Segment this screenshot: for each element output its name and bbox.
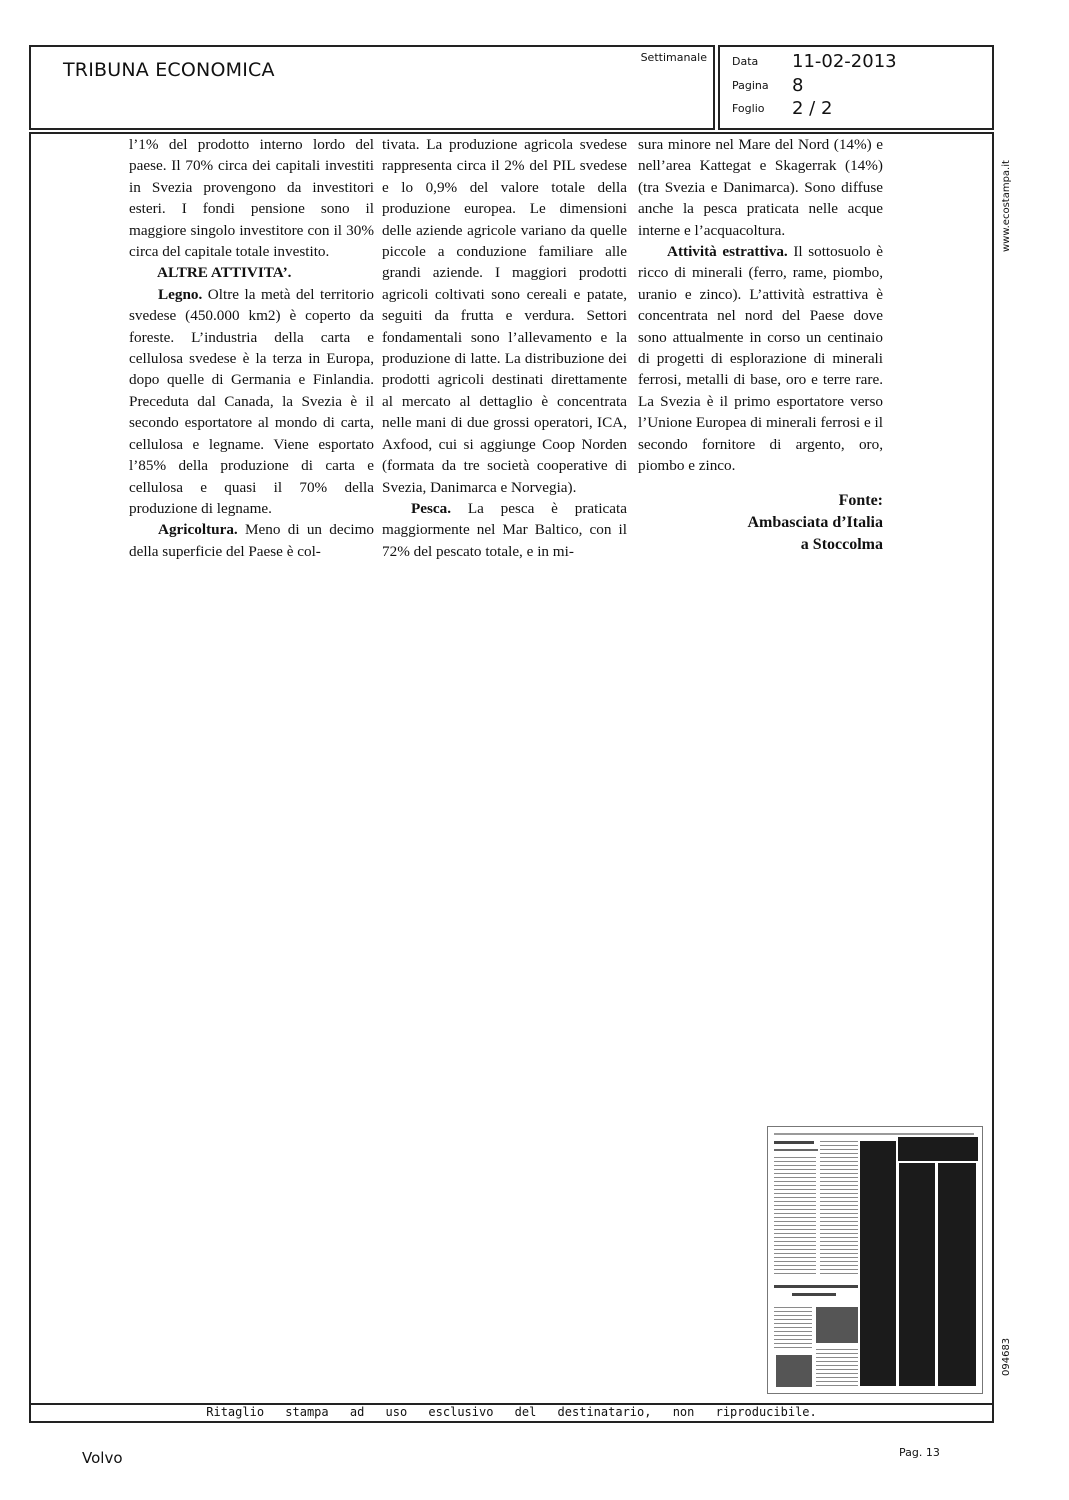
- text-fishing: La pesca è praticata maggiormente nel Mar Baltico, con il 72% del pescato totale, e in mi-: [382, 499, 627, 560]
- thumb-photo-1: [816, 1307, 858, 1343]
- thumb-section-title: [792, 1293, 836, 1296]
- page-thumbnail: [767, 1126, 983, 1394]
- article-column-3: [638, 134, 883, 556]
- thumb-text-col-1: [774, 1157, 816, 1277]
- meta-label-sheet: Foglio: [732, 102, 765, 115]
- site-url-vertical: www.ecostampa.it: [1001, 160, 1012, 252]
- thumb-dark-col-2: [899, 1163, 935, 1386]
- subhead-mining: Attività estrattiva.: [667, 243, 788, 261]
- article-source: [638, 490, 883, 556]
- meta-value-sheet: 2 / 2: [792, 98, 833, 119]
- source-line-1: Ambasciata d’Italia: [747, 513, 883, 531]
- text-wood: Oltre la metà del territorio svedese (450.000 km2) è coperto da foreste. L’industria della carta e cellulosa svedese è la terza in Europa, dopo quelle di Germania e Finlandia. Preceduta dal Canada, la Svezia è il secondo esportatore al mondo di carta, cellulosa e legname. Viene esportato l’85% della produzione di carta e cellulosa e quasi il 70% della produzione di legname.: [129, 285, 374, 517]
- meta-label-date: Data: [732, 55, 759, 68]
- thumb-dark-col-3: [938, 1163, 976, 1386]
- client-name: Volvo: [82, 1449, 123, 1467]
- reproduction-notice: Ritaglio stampa ad uso esclusivo del destinatario, non riproducibile.: [206, 1405, 817, 1419]
- source-label: Fonte:: [838, 491, 883, 509]
- meta-row-page: [732, 75, 803, 96]
- meta-row-sheet: [732, 98, 832, 119]
- paragraph-fishing-cont: sura minore nel Mare del Nord (14%) e nell’area Kattegat e Skagerrak (14%) (tra Svezia e Danimarca). Sono diffuse anche la pesca praticata nelle acque interne e l’acquacoltura.: [638, 136, 883, 239]
- thumb-text-col-3: [774, 1307, 812, 1351]
- thumb-text-col-2: [820, 1141, 858, 1277]
- thumb-title-block: [898, 1137, 978, 1161]
- thumb-headline-2: [774, 1149, 818, 1151]
- section-heading-other-activities: ALTRE ATTIVITA’.: [157, 264, 292, 282]
- meta-value-date: 11-02-2013: [792, 51, 897, 72]
- text-agriculture: Meno di un decimo della superficie del Paese è col-: [129, 521, 374, 560]
- meta-label-page: Pagina: [732, 79, 769, 92]
- thumb-text-col-4: [816, 1349, 858, 1387]
- paragraph-fishing: [382, 498, 627, 562]
- thumb-photo-2: [776, 1355, 812, 1387]
- paragraph-investments: l’1% del prodotto interno lordo del paese. Il 70% circa dei capitali investiti in Svezia provengono da investitori esteri. I fondi pensione sono il maggiore singolo investitore con il 30% circa del capitale totale investito.: [129, 136, 374, 261]
- article-column-2: [382, 134, 627, 562]
- source-line-2: a Stoccolma: [800, 535, 883, 553]
- page-number: Pag. 13: [899, 1446, 940, 1459]
- thumb-headline: [774, 1141, 814, 1144]
- thumb-section-rule: [774, 1285, 858, 1288]
- meta-row-date: [732, 51, 897, 72]
- frequency-label: Settimanale: [640, 51, 707, 64]
- thumb-header-rule: [774, 1133, 974, 1135]
- thumb-dark-col-1: [860, 1141, 896, 1386]
- paragraph-agriculture: [129, 519, 374, 562]
- meta-value-page: 8: [792, 75, 804, 96]
- subhead-fishing: Pesca.: [411, 499, 452, 517]
- publication-title: TRIBUNA ECONOMICA: [63, 59, 275, 81]
- header-publication-box: [29, 45, 715, 130]
- paragraph-agriculture-cont: tivata. La produzione agricola svedese rappresenta circa il 2% del PIL svedese e lo 0,9% del valore totale della produzione europea. Le dimensioni delle aziende agricole variano da quelle piccole a conduzione familiare alle grandi aziende. I maggiori prodotti agricoli coltivati sono cereali e patate, seguiti da frutta e verdura. Settori fondamentali sono l’allevamento e la produzione di latte. La distribuzione dei prodotti agricoli destinati direttamente al mercato al dettaglio è concentrata nelle mani di due grossi operatori, ICA, Axfood, cui si aggiunge Coop Norden (formata da tre società cooperative di Svezia, Danimarca e Norvegia).: [382, 136, 627, 496]
- header-meta-box: [718, 45, 994, 130]
- text-mining: Il sottosuolo è ricco di minerali (ferro, rame, piombo, uranio e zinco). L’attività estrattiva è concentrata nel nord del Paese dove sono attualmente in corso un centinaio di progetti di esplorazione di minerali ferrosi, metalli di base, oro e terre rare. La Svezia è il primo esportatore verso l’Unione Europea di minerali ferrosi e il secondo fornitore di argento, oro, piombo e zinco.: [638, 243, 883, 475]
- document-code-vertical: 094683: [1001, 1337, 1012, 1376]
- paragraph-mining: [638, 241, 883, 476]
- paragraph-wood: [129, 284, 374, 519]
- subhead-wood: Legno.: [158, 285, 203, 303]
- subhead-agriculture: Agricoltura.: [158, 521, 238, 539]
- article-column-1: [129, 134, 374, 562]
